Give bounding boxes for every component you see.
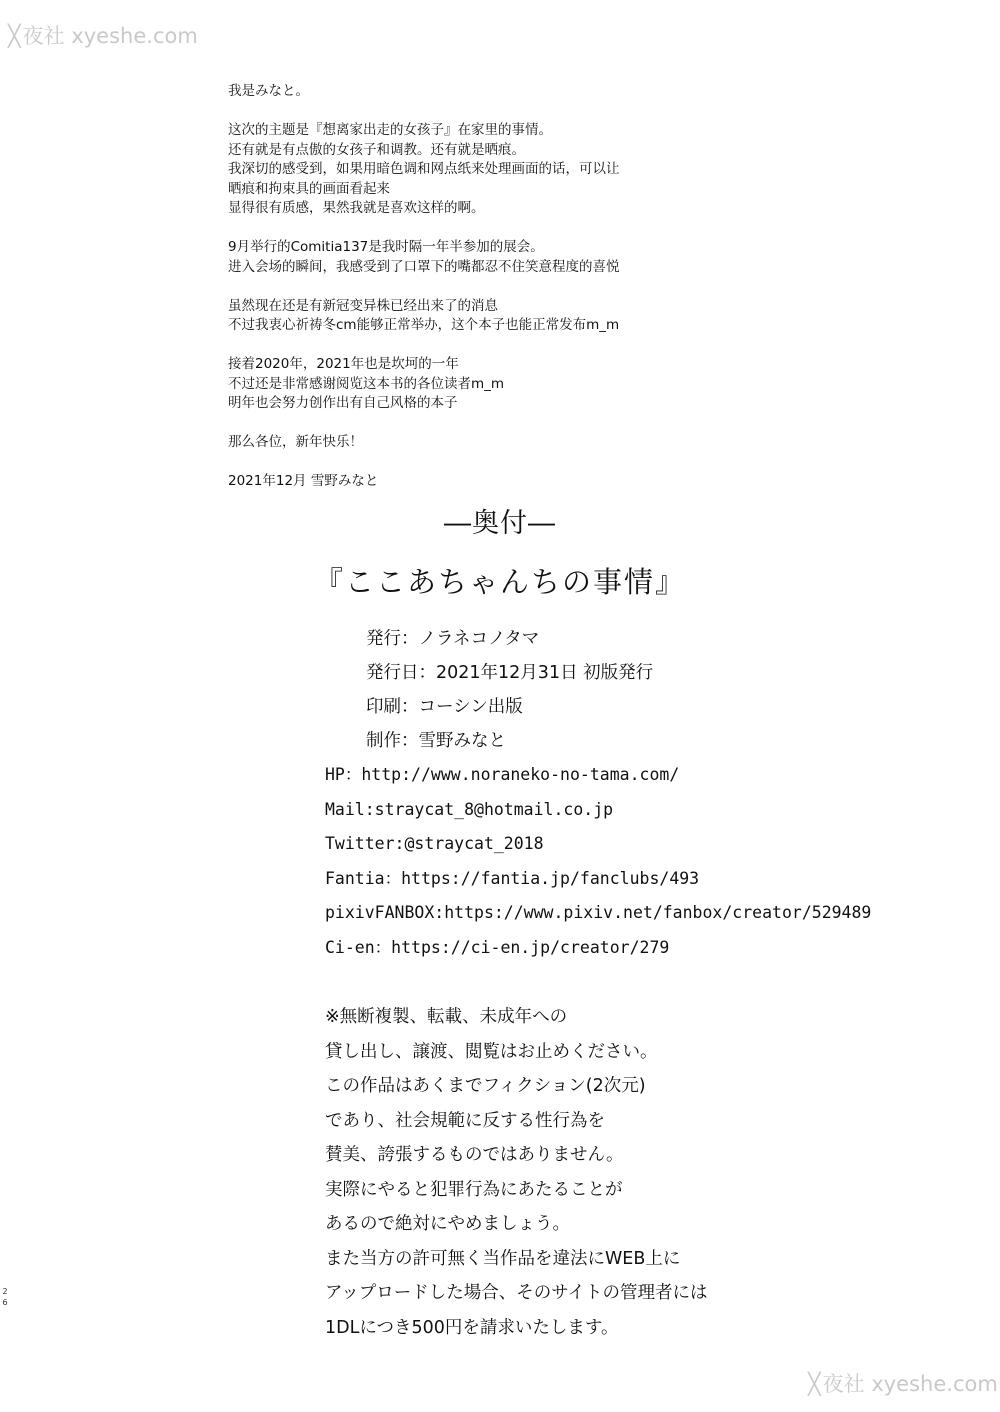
page-number-digit: 6 [2,1298,8,1307]
book-title: 『ここあちゃんちの事情』 [313,565,686,599]
credit-author: 制作：雪野みなと [366,731,506,751]
afterword-paragraph [228,355,748,414]
watermark-top [8,20,198,50]
link-mail: Mail:straycat_8@hotmail.co.jp [325,799,614,819]
notice-line: また当方の許可無く当作品を違法にWEB上に [325,1248,681,1269]
afterword-paragraph [228,82,748,102]
notice-line: 1DLにつき500円を請求いたします。 [325,1317,619,1338]
link-homepage: HP：http://www.noraneko-no-tama.com/ [325,765,680,784]
page-number [1,1286,9,1308]
credit-date: 発行日：2021年12月31日 初版発行 [366,663,654,683]
afterword-paragraph [228,472,748,492]
afterword-paragraph [228,433,748,453]
afterword-line: 明年也会努力创作出有自己风格的本子 [228,395,458,411]
link-cien: Ci-en：https://ci-en.jp/creator/279 [325,937,670,957]
afterword [228,82,748,511]
link-fanbox: pixivFANBOX:https://www.pixiv.net/fanbox/creator/529489 [325,903,872,922]
afterword-line: 显得很有质感，果然我就是喜欢这样的啊。 [228,200,485,216]
notice-line: 実際にやると犯罪行為にあたることが [325,1179,623,1200]
afterword-line: 晒痕和拘束具的画面看起来 [228,180,390,197]
afterword-paragraph [228,121,748,219]
afterword-paragraph [228,297,748,336]
afterword-line: 不过我衷心祈祷冬cm能够正常举办，这个本子也能正常发布m_m [228,317,620,333]
afterword-line: 虽然现在还是有新冠变异株已经出来了的消息 [228,297,498,314]
notice-line: 賛美、誇張するものではありません。 [325,1145,624,1165]
afterword-line: 那么各位，新年快乐！ [228,434,363,450]
link-fantia: Fantia：https://fantia.jp/fanclubs/493 [325,868,700,888]
page-number-digit: 2 [2,1287,8,1296]
afterword-paragraph [228,238,748,277]
afterword-line: 2021年12月 雪野みなと [228,473,379,489]
watermark-bottom [808,1368,998,1398]
watermark-logo-icon: ╳ [8,24,21,48]
link-twitter: Twitter:@straycat_2018 [325,834,544,853]
watermark-logo-icon: ╳ [808,1372,821,1396]
contact-links [325,758,871,965]
credits [366,622,653,758]
okuzuke-heading: ―奥付― [444,508,556,539]
afterword-line: 我是みなと。 [228,83,309,99]
watermark-text: 夜社 xyeshe.com [22,24,198,48]
copyright-notice [325,1000,708,1345]
watermark-text: 夜社 xyeshe.com [822,1372,998,1396]
notice-line: ※無断複製、転載、未成年への [325,1007,568,1027]
credit-publisher: 発行：ノラネコノタマ [366,629,540,649]
notice-line: であり、社会規範に反する性行為を [325,1110,605,1131]
afterword-line: 进入会场的瞬间，我感受到了口罩下的嘴都忍不住笑意程度的喜悦 [228,258,620,275]
afterword-line: 不过还是非常感谢阅览这本书的各位读者m_m [228,375,505,392]
credit-printer: 印刷：コーシン出版 [366,697,523,717]
notice-line: 貸し出し、譲渡、閲覧はお止めください。 [325,1041,658,1062]
notice-line: この作品はあくまでフィクション(2次元) [325,1076,646,1096]
afterword-line: 9月举行的Comitia137是我时隔一年半参加的展会。 [228,239,544,255]
notice-line: アップロードした場合、そのサイトの管理者には [325,1283,708,1303]
afterword-line: 接着2020年，2021年也是坎坷的一年 [228,356,459,372]
afterword-line: 还有就是有点傲的女孩子和调教。还有就是晒痕。 [228,141,525,158]
notice-line: あるので絶対にやめましょう。 [325,1214,570,1234]
afterword-line: 我深切的感受到，如果用暗色调和网点纸来处理画面的话，可以让 [228,161,620,177]
afterword-line: 这次的主题是『想离家出走的女孩子』在家里的事情。 [228,122,552,138]
